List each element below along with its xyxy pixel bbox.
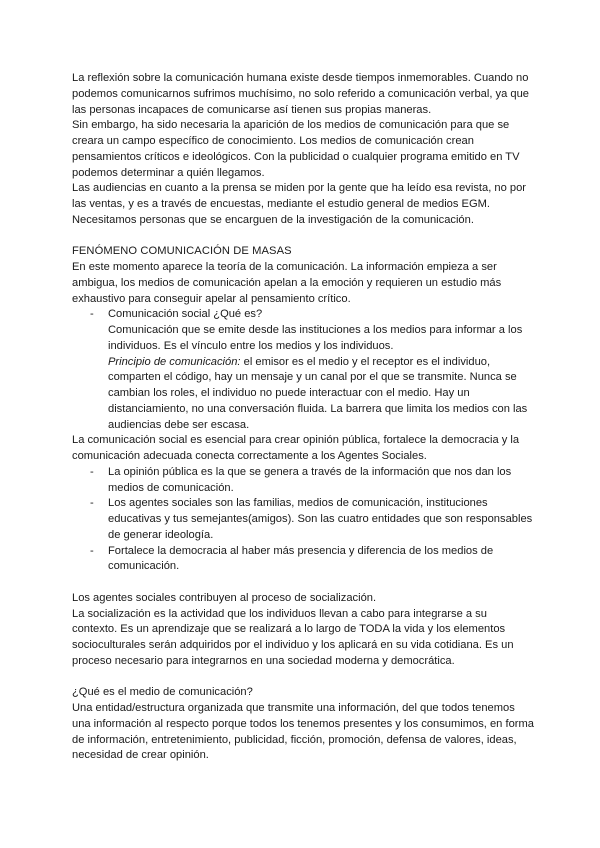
principle-label: Principio de comunicación:	[108, 355, 241, 368]
section-heading-mass-communication: FENÓMENO COMUNICACIÓN DE MASAS	[72, 245, 292, 258]
social-agents-list	[72, 465, 534, 575]
list-item	[72, 307, 534, 433]
list-item	[72, 465, 534, 497]
media-question: ¿Qué es el medio de comunicación?	[72, 686, 253, 699]
document-page	[72, 71, 534, 764]
principle-text: el emisor es el medio y el receptor es el individuo, comparten el código, hay un mensaje y un canal por el que se transmite. Nunca se cambian los roles, el individuo no puede interactuar con el medio. Hay un distanciamiento, no una conversación fluida. La barrera que limita los medios con las audiencias debe ser escasa.	[108, 355, 528, 431]
section1-paragraph: En este momento aparece la teoría de la comunicación. La información empieza a ser ambigua, los medios de comunicación apelan a la emoción y requieren un estudio más exhaustivo para conseguir apelar al pensamiento crítico.	[72, 261, 502, 305]
intro-paragraph-2: Sin embargo, ha sido necesaria la aparición de los medios de comunicación para que se creara un campo específico de conocimiento. Los medios de comunicación crean pensamientos críticos e ideológicos. Con la publicidad o cualquier programa emitido en TV podemos determinar a quién llegamos.	[72, 119, 520, 179]
intro-paragraph-1: La reflexión sobre la comunicación humana existe desde tiempos inmemorables. Cuando no podemos comunicarnos sufrimos muchísimo, no solo referido a comunicación verbal, ya que las personas incapaces de comunicarse así tienen sus propias maneras.	[72, 72, 529, 116]
section1-paragraph-2: La comunicación social es esencial para crear opinión pública, fortalece la democracia y la comunicación adecuada conecta correctamente a los Agentes Sociales.	[72, 434, 520, 462]
spacer	[72, 670, 534, 686]
social-communication-list	[72, 307, 534, 433]
social-communication-title: Comunicación social ¿Qué es?	[108, 308, 263, 321]
dash-marker: -	[90, 544, 94, 557]
media-definition: Una entidad/estructura organizada que transmite una información, del que todos tenemos una información al respecto porque todos los tenemos presentes y los consumimos, en forma de información, entretenimiento, publicidad, ficción, promoción, defensa de valores, ideas, necesidad de crear opinión.	[72, 702, 534, 762]
socialization-paragraph: La socialización es la actividad que los individuos llevan a cabo para integrarse a su contexto. Es un aprendizaje que se realizará a lo largo de TODA la vida y los elementos socioculturales serán adquiridos por el individuo y los aplicará en su vida cotidiana. Es un proceso necesario para integrarnos en una sociedad moderna y democrática.	[72, 607, 514, 667]
spacer	[72, 575, 534, 591]
list-item	[72, 544, 534, 576]
list-item	[72, 496, 534, 543]
communication-principle	[108, 355, 534, 434]
social-communication-definition: Comunicación que se emite desde las instituciones a los medios para informar a los individuos. Es el vínculo entre los medios y los individuos.	[108, 324, 523, 352]
list-item-text: Los agentes sociales son las familias, medios de comunicación, instituciones educativas y tus semejantes(amigos). Son las cuatro entidades que son responsables de generar ideología.	[108, 497, 533, 541]
list-item-text: Fortalece la democracia al haber más presencia y diferencia de los medios de comunicación.	[108, 544, 494, 573]
dash-marker: -	[90, 497, 94, 510]
dash-marker: -	[90, 465, 94, 478]
intro-paragraph-3: Las audiencias en cuanto a la prensa se miden por la gente que ha leído esa revista, no por las ventas, y es a través de encuestas, mediante el estudio general de medios EGM. Necesitamos personas que se encarguen de la investigación de la comunicación.	[72, 182, 526, 226]
spacer	[72, 229, 534, 245]
dash-marker: -	[90, 308, 94, 321]
socialization-intro: Los agentes sociales contribuyen al proceso de socialización.	[72, 591, 377, 604]
list-item-text: La opinión pública es la que se genera a través de la información que nos dan los medios de comunicación.	[108, 465, 512, 494]
